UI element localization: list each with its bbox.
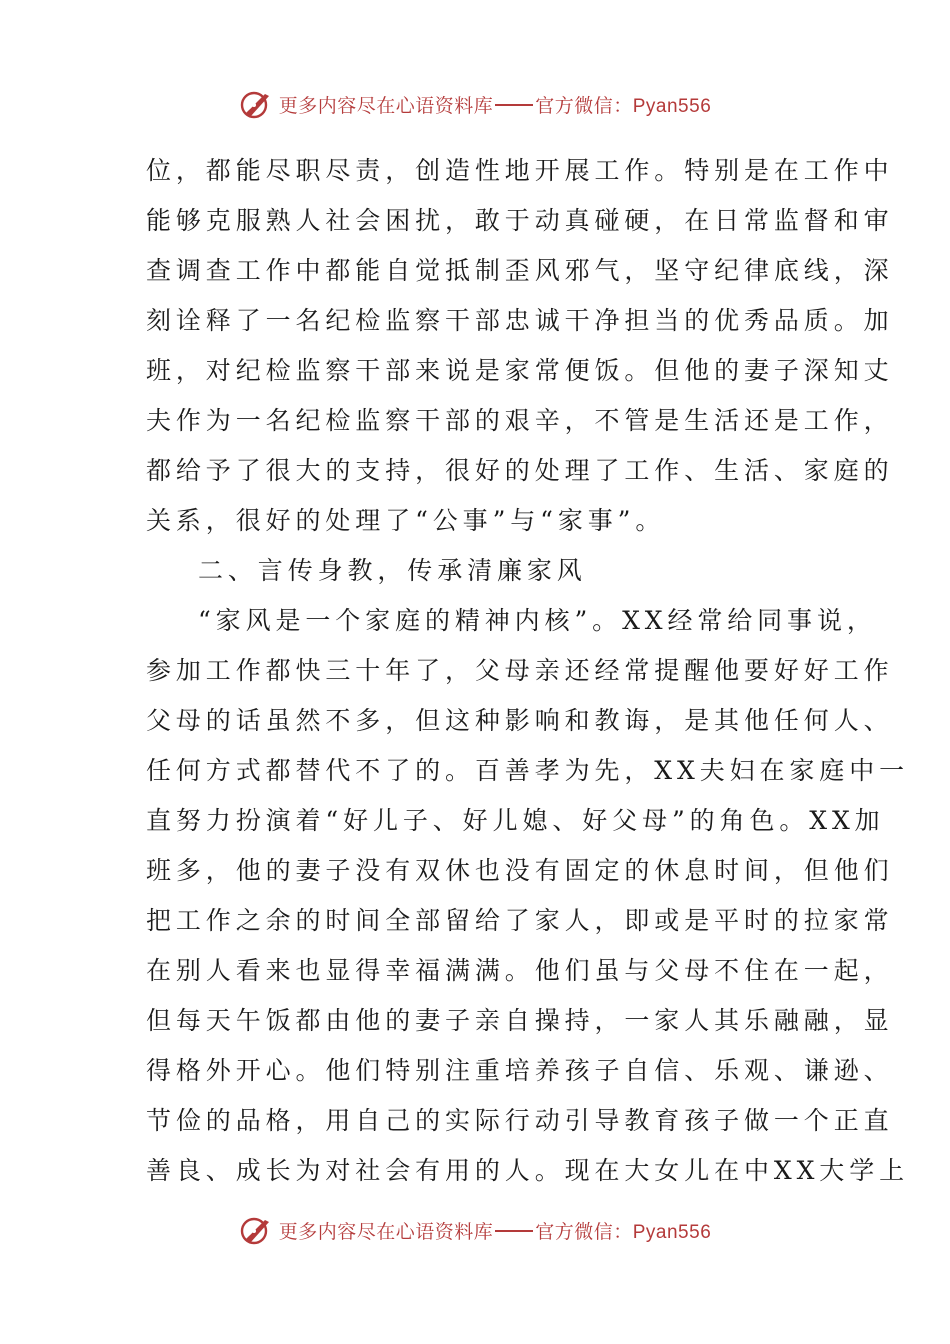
document-body	[146, 146, 909, 1196]
banner-main-text: 更多内容尽在心语资料库	[278, 1220, 494, 1243]
banner-dash	[495, 1230, 533, 1232]
body-line: 节俭的品格，用自己的实际行动引导教育孩子做一个正直	[146, 1106, 894, 1135]
body-line: 班多，他的妻子没有双休也没有固定的休息时间，但他们	[146, 856, 894, 885]
body-line: “家风是一个家庭的精神内核”。XX经常给同事说，	[198, 606, 877, 635]
body-line: 把工作之余的时间全部留给了家人，即或是平时的拉家常	[146, 906, 894, 935]
body-line: 参加工作都快三十年了，父母亲还经常提醒他要好好工作	[146, 656, 894, 685]
body-line: 关系，很好的处理了“公事”与“家事”。	[146, 506, 666, 535]
body-line: 父母的话虽然不多，但这种影响和教诲，是其他任何人、	[146, 706, 894, 735]
body-line: 查调查工作中都能自觉抵制歪风邪气，坚守纪律底线，深	[146, 256, 894, 285]
banner-text	[279, 91, 712, 118]
banner-wechat-id: Pyan556	[632, 1221, 712, 1243]
body-line: 刻诠释了一名纪检监察干部忠诚干净担当的优秀品质。加	[146, 306, 894, 335]
section-heading: 二、言传身教，传承清廉家风	[198, 556, 587, 585]
body-line: 任何方式都替代不了的。百善孝为先，XX夫妇在家庭中一	[146, 756, 909, 785]
body-line: 直努力扮演着“好儿子、好儿媳、好父母”的角色。XX加	[146, 806, 885, 835]
body-line: 能够克服熟人社会困扰，敢于动真碰硬，在日常监督和审	[146, 206, 894, 235]
body-line: 但每天午饭都由他的妻子亲自操持，一家人其乐融融，显	[146, 1006, 894, 1035]
banner-wechat-label: 官方微信：	[535, 94, 633, 117]
body-line: 善良、成长为对社会有用的人。现在大女儿在中XX大学上	[146, 1156, 909, 1185]
body-line: 班，对纪检监察干部来说是家常便饭。但他的妻子深知丈	[146, 356, 894, 385]
body-line: 位，都能尽职尽责，创造性地开展工作。特别是在工作中	[146, 156, 894, 185]
banner-wechat-label: 官方微信：	[535, 1220, 633, 1243]
body-line: 得格外开心。他们特别注重培养孩子自信、乐观、谦逊、	[146, 1056, 894, 1085]
pen-nib-logo-icon	[239, 1213, 273, 1247]
banner-dash	[495, 104, 533, 106]
body-line: 在别人看来也显得幸福满满。他们虽与父母不住在一起，	[146, 956, 894, 985]
header-banner	[0, 84, 950, 124]
footer-banner	[0, 1210, 950, 1250]
body-line: 夫作为一名纪检监察干部的艰辛，不管是生活还是工作，	[146, 406, 894, 435]
banner-text	[279, 1217, 712, 1244]
body-line: 都给予了很大的支持，很好的处理了工作、生活、家庭的	[146, 456, 894, 485]
pen-nib-logo-icon	[239, 87, 273, 121]
banner-wechat-id: Pyan556	[632, 95, 712, 117]
banner-main-text: 更多内容尽在心语资料库	[278, 94, 494, 117]
